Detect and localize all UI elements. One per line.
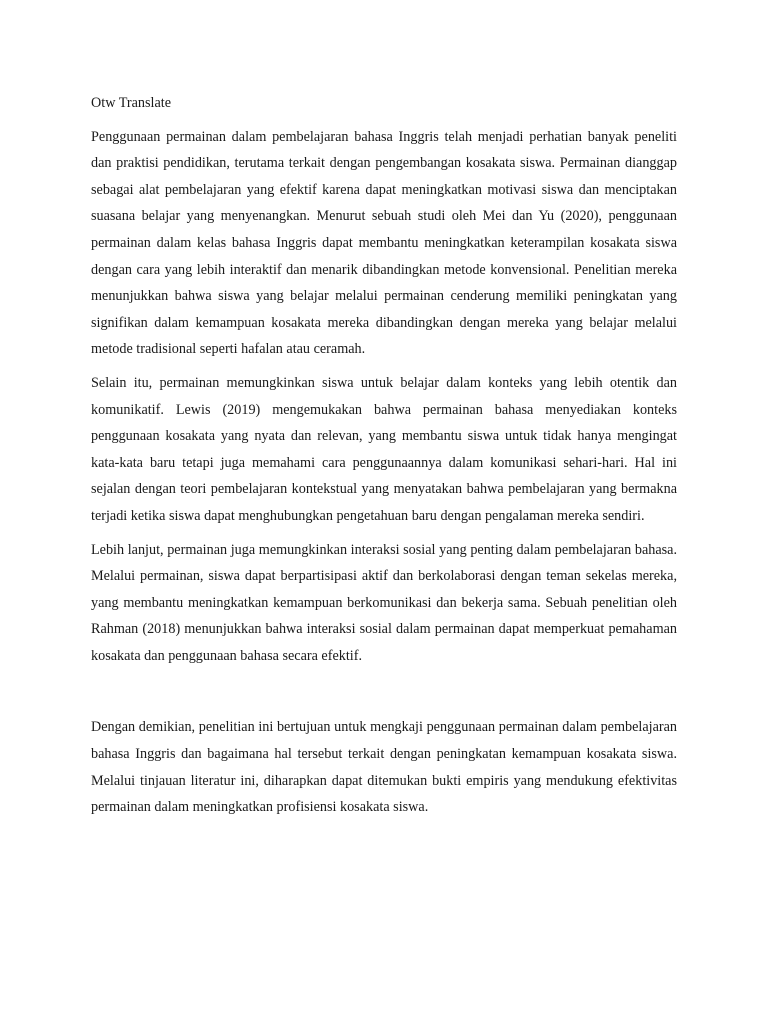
document-body [91,90,677,828]
document-title: Otw Translate [91,95,172,111]
paragraph-3: Lebih lanjut, permainan juga memungkinkan interaksi sosial yang penting dalam pembelajaran bahasa. Melalui permainan, siswa dapat berpartisipasi aktif dan berkolaborasi dengan teman sekelas mereka, yang membantu meningkatkan kemampuan berkomunikasi dan bekerja sama. Sebuah penelitian oleh Rahman (2018) menunjukkan bahwa interaksi sosial dalam permainan dapat memperkuat pemahaman kosakata dan penggunaan bahasa secara efektif. [91,541,677,664]
paragraph-4: Dengan demikian, penelitian ini bertujuan untuk mengkaji penggunaan permainan dalam pembelajaran bahasa Inggris dan bagaimana hal tersebut terkait dengan peningkatan kemampuan kosakata siswa. Melalui tinjauan literatur ini, diharapkan dapat ditemukan bukti empiris yang mendukung efektivitas permainan dalam meningkatkan profisiensi kosakata siswa. [91,719,677,816]
paragraph-2: Selain itu, permainan memungkinkan siswa untuk belajar dalam konteks yang lebih otentik dan komunikatif. Lewis (2019) mengemukakan bahwa permainan bahasa menyediakan konteks penggunaan kosakata yang nyata dan relevan, yang membantu siswa untuk tidak hanya mengingat kata-kata baru tetapi juga memahami cara penggunaannya dalam komunikasi sehari-hari. Hal ini sejalan dengan teori pembelajaran kontekstual yang menyatakan bahwa pembelajaran yang bermakna terjadi ketika siswa dapat menghubungkan pengetahuan baru dengan pengalaman mereka sendiri. [91,374,677,524]
blank-line-spacer [91,676,677,714]
paragraph-1: Penggunaan permainan dalam pembelajaran bahasa Inggris telah menjadi perhatian banyak peneliti dan praktisi pendidikan, terutama terkait dengan pengembangan kosakata siswa. Permainan dianggap sebagai alat pembelajaran yang efektif karena dapat meningkatkan motivasi siswa dan menciptakan suasana belajar yang menyenangkan. Menurut sebuah studi oleh Mei dan Yu (2020), penggunaan permainan dalam kelas bahasa Inggris dapat membantu meningkatkan keterampilan kosakata siswa dengan cara yang lebih interaktif dan menarik dibandingkan metode konvensional. Penelitian mereka menunjukkan bahwa siswa yang belajar melalui permainan cenderung memiliki peningkatan yang signifikan dalam kemampuan kosakata mereka dibandingkan dengan mereka yang belajar melalui metode tradisional seperti hafalan atau ceramah. [91,128,677,358]
